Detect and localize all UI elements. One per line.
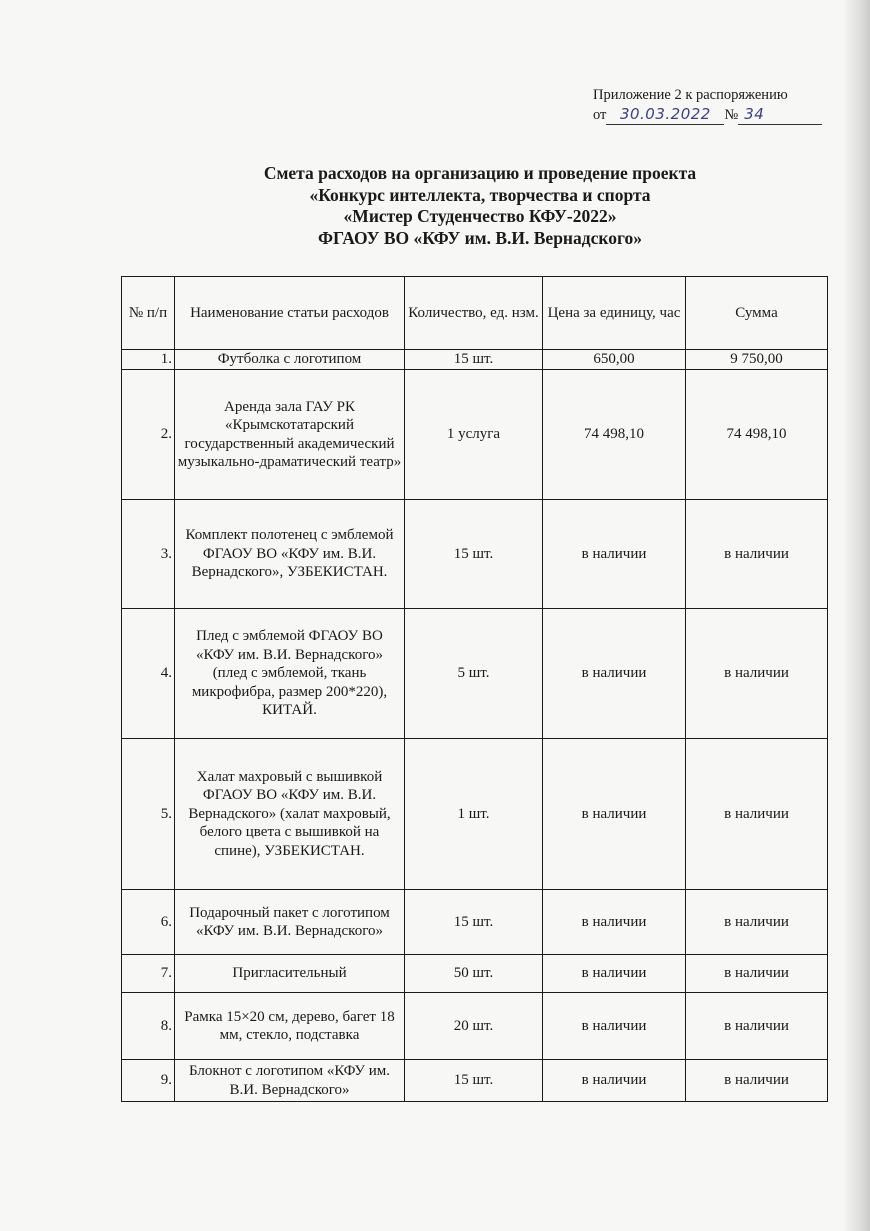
title-line-4: ФГАОУ ВО «КФУ им. В.И. Вернадского»: [318, 227, 642, 248]
row-price: в наличии: [543, 609, 686, 739]
row-qty: 20 шт.: [405, 993, 543, 1060]
row-name: Подарочный пакет с логотипом «КФУ им. В.И. Вернадского»: [175, 890, 405, 955]
date-number-line: [593, 105, 843, 125]
row-num: 7.: [122, 955, 175, 993]
row-price: в наличии: [543, 890, 686, 955]
row-sum: в наличии: [686, 500, 828, 609]
row-qty: 1 шт.: [405, 739, 543, 890]
row-num: 1.: [122, 350, 175, 370]
row-sum: 9 750,00: [686, 350, 828, 370]
row-sum: в наличии: [686, 955, 828, 993]
row-qty: 15 шт.: [405, 1060, 543, 1102]
row-price: 650,00: [543, 350, 686, 370]
header-name: Наименование статьи расходов: [175, 277, 405, 350]
row-price: в наличии: [543, 500, 686, 609]
row-name: Халат махровый с вышивкой ФГАОУ ВО «КФУ им. В.И. Вернадского» (халат махровый, белого цвета с вышивкой на спине), УЗБЕКИСТАН.: [175, 739, 405, 890]
row-price: в наличии: [543, 739, 686, 890]
row-name: Плед с эмблемой ФГАОУ ВО «КФУ им. В.И. Вернадского» (плед с эмблемой, ткань микрофибра, размер 200*220), КИТАЙ.: [175, 609, 405, 739]
table-row: [122, 890, 828, 955]
row-price: 74 498,10: [543, 370, 686, 500]
row-num: 8.: [122, 993, 175, 1060]
header-num: № п/п: [122, 277, 175, 350]
row-num: 5.: [122, 739, 175, 890]
row-qty: 5 шт.: [405, 609, 543, 739]
row-num: 6.: [122, 890, 175, 955]
document-title: [160, 163, 800, 249]
scan-page-edge: [842, 0, 870, 1231]
row-name: Аренда зала ГАУ РК «Крымскотатарский государственный академический музыкально-драматический театр»: [175, 370, 405, 500]
appendix-reference: [593, 86, 843, 125]
row-name: Комплект полотенец с эмблемой ФГАОУ ВО «КФУ им. В.И. Вернадского», УЗБЕКИСТАН.: [175, 500, 405, 609]
row-qty: 50 шт.: [405, 955, 543, 993]
row-num: 3.: [122, 500, 175, 609]
row-price: в наличии: [543, 993, 686, 1060]
estimate-table: [121, 276, 828, 1102]
row-qty: 15 шт.: [405, 350, 543, 370]
table-row: [122, 739, 828, 890]
row-qty: 15 шт.: [405, 500, 543, 609]
row-sum: в наличии: [686, 890, 828, 955]
row-price: в наличии: [543, 955, 686, 993]
row-sum: в наличии: [686, 609, 828, 739]
row-name: Футболка с логотипом: [175, 350, 405, 370]
row-qty: 1 услуга: [405, 370, 543, 500]
row-name: Рамка 15×20 см, дерево, багет 18 мм, стекло, подставка: [175, 993, 405, 1060]
table-row: [122, 370, 828, 500]
row-num: 4.: [122, 609, 175, 739]
header-qty: Количество, ед. нзм.: [405, 277, 543, 350]
title-line-2: «Конкурс интеллекта, творчества и спорта: [309, 184, 651, 205]
row-name: Блокнот с логотипом «КФУ им. В.И. Вернадского»: [175, 1060, 405, 1102]
table-row: [122, 993, 828, 1060]
title-line-1: Смета расходов на организацию и проведение проекта: [263, 163, 697, 183]
row-qty: 15 шт.: [405, 890, 543, 955]
row-sum: в наличии: [686, 739, 828, 890]
table-row: [122, 955, 828, 993]
title-line-3: «Мистер Студенчество КФУ-2022»: [343, 206, 617, 226]
table-row: [122, 350, 828, 370]
row-sum: в наличии: [686, 1060, 828, 1102]
table-row: [122, 609, 828, 739]
table-header-row: [122, 277, 828, 350]
number-label: №: [724, 107, 739, 123]
row-sum: 74 498,10: [686, 370, 828, 500]
header-price: Цена за единицу, час: [543, 277, 686, 350]
row-price: в наличии: [543, 1060, 686, 1102]
header-sum: Сумма: [686, 277, 828, 350]
appendix-line: Приложение 2 к распоряжению: [593, 87, 788, 103]
table-row: [122, 1060, 828, 1102]
handwritten-number: 34: [738, 105, 822, 125]
table-row: [122, 500, 828, 609]
row-name: Пригласительный: [175, 955, 405, 993]
row-num: 2.: [122, 370, 175, 500]
handwritten-date: 30.03.2022: [606, 105, 724, 125]
row-sum: в наличии: [686, 993, 828, 1060]
row-num: 9.: [122, 1060, 175, 1102]
from-label: от: [593, 107, 607, 123]
